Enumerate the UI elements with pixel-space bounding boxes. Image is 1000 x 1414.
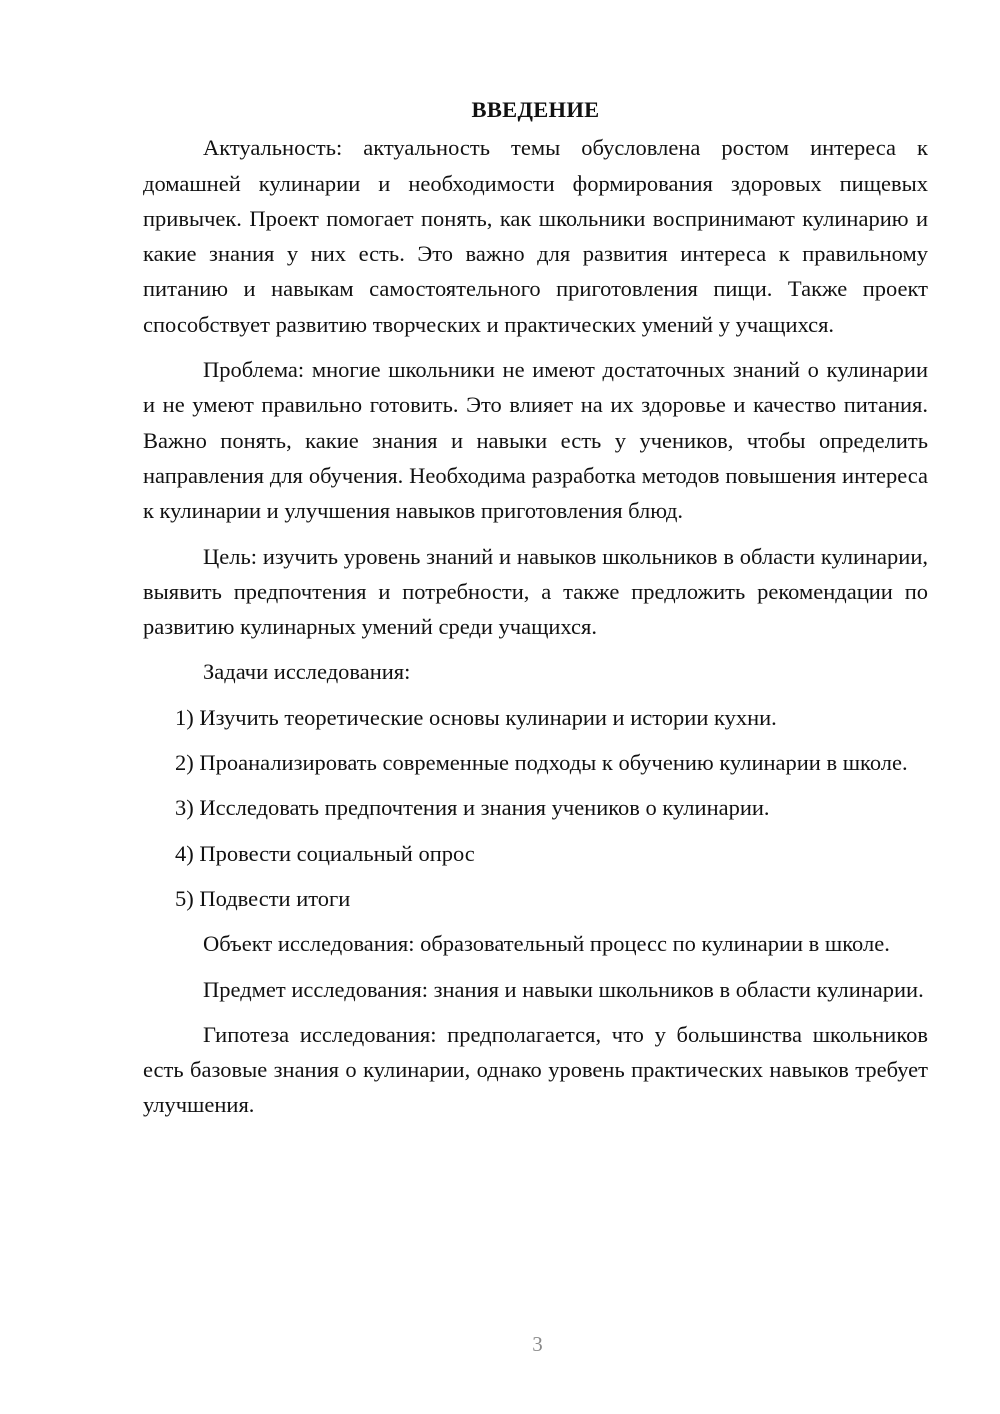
page-number: 3: [532, 1332, 543, 1356]
object-paragraph: Объект исследования: образовательный процесс по кулинарии в школе.: [203, 931, 890, 957]
subject-paragraph: Предмет исследования: знания и навыки школьников в области кулинарии.: [203, 976, 924, 1002]
relevance-paragraph: Актуальность: актуальность темы обусловлена ростом интереса к домашней кулинарии и необходимости формирования здоровых пищевых привычек. Проект помогает понять, как школьники воспринимают кулинарию и какие знания у них есть. Это важно для развития интереса к правильному питанию и навыкам самостоятельного приготовления пищи. Также проект способствует развитию творческих и практических умений у учащихся.: [143, 135, 928, 337]
hypothesis-paragraph: Гипотеза исследования: предполагается, что у большинства школьников есть базовые знания о кулинарии, однако уровень практических навыков требует улучшения.: [143, 1021, 928, 1118]
task-item-5: 5) Подвести итоги: [175, 885, 351, 911]
task-item-2: 2) Проанализировать современные подходы к обучению кулинарии в школе.: [175, 750, 908, 776]
task-item-3: 3) Исследовать предпочтения и знания учеников о кулинарии.: [175, 795, 770, 821]
document-page: [143, 92, 928, 1133]
problem-paragraph: Проблема: многие школьники не имеют достаточных знаний о кулинарии и не умеют правильно готовить. Это влияет на их здоровье и качество питания. Важно понять, какие знания и навыки есть у учеников, чтобы определить направления для обучения. Необходима разработка методов повышения интереса к кулинарии и улучшения навыков приготовления блюд.: [143, 357, 928, 524]
document-title: ВВЕДЕНИЕ: [471, 97, 600, 122]
task-item-1: 1) Изучить теоретические основы кулинарии и истории кухни.: [175, 704, 777, 730]
task-item-4: 4) Провести социальный опрос: [175, 840, 475, 866]
tasks-heading: Задачи исследования:: [203, 659, 411, 685]
goal-paragraph: Цель: изучить уровень знаний и навыков школьников в области кулинарии, выявить предпочтения и потребности, а также предложить рекомендации по развитию кулинарных умений среди учащихся.: [143, 543, 928, 640]
